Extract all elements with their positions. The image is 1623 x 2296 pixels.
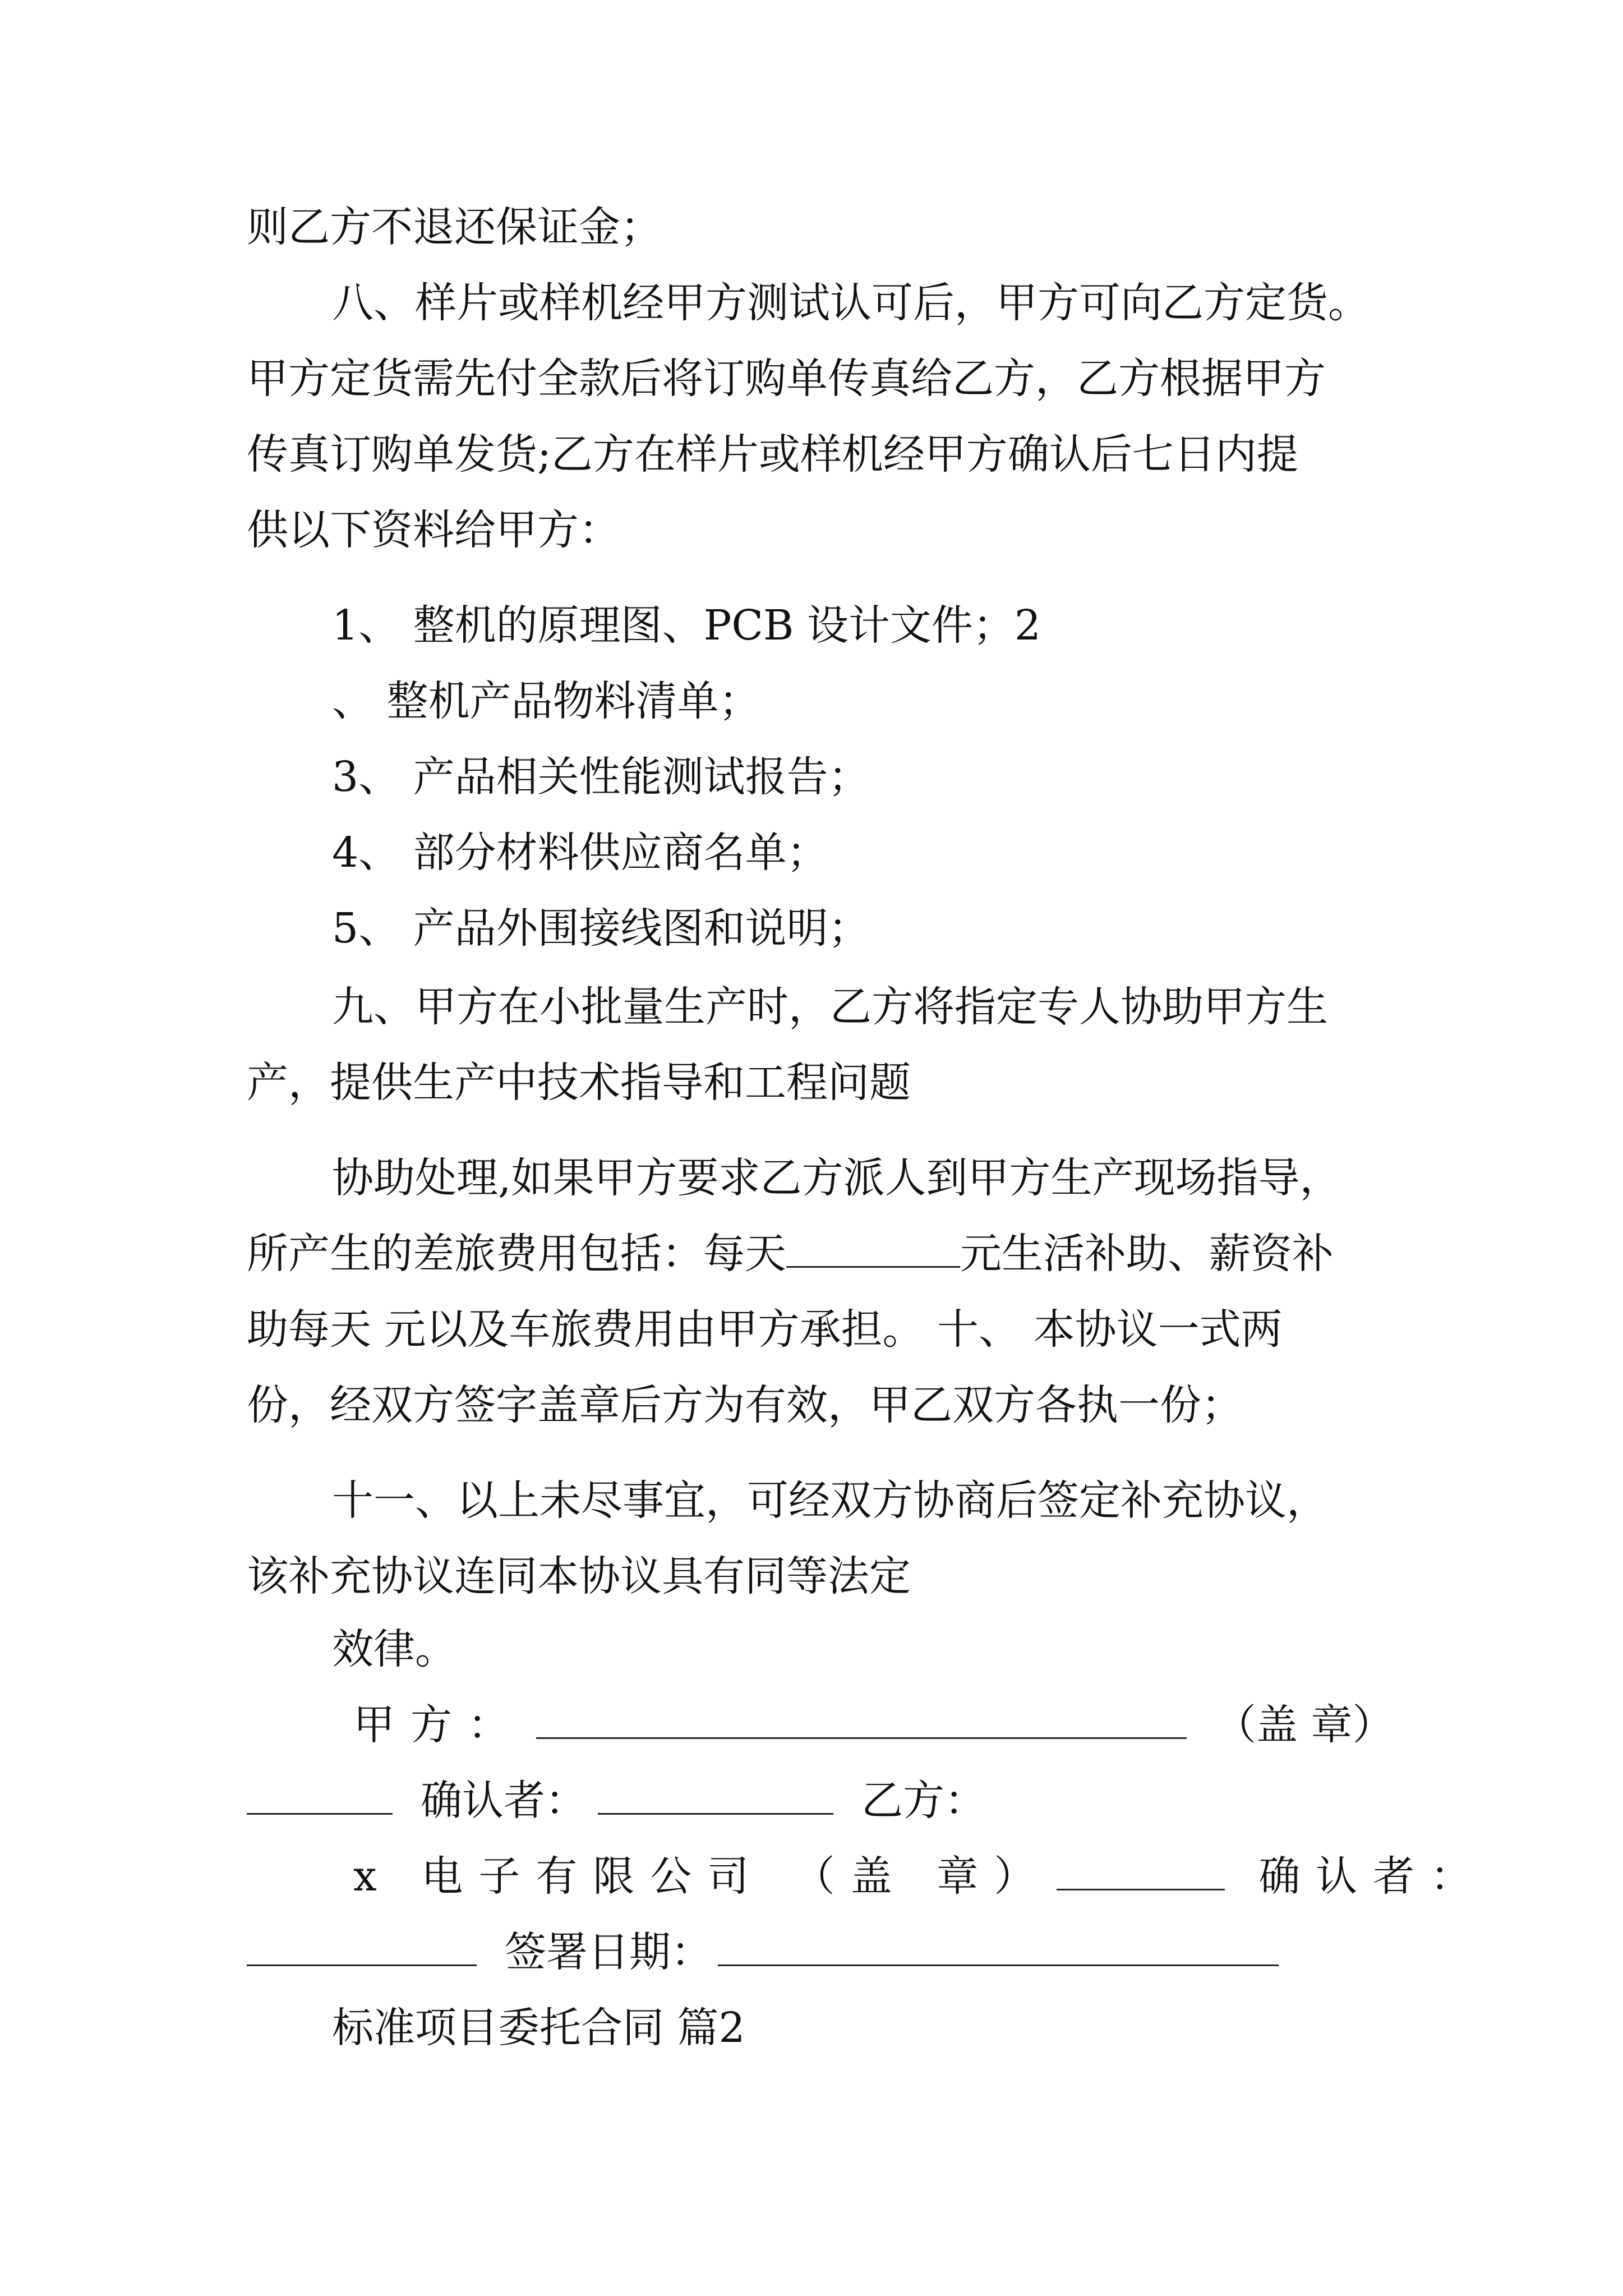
party-a-label: 甲方： (353, 1701, 525, 1749)
text-line-13: 协助处理,如果甲方要求乙方派人到甲方生产现场指导， (332, 1154, 1341, 1202)
signature-row-party-b (353, 1848, 1487, 1904)
text-line-1: 则乙方不退还保证金； (247, 203, 662, 251)
list-item-4: 4、 部分材料供应商名单； (332, 829, 828, 877)
text-line-3: 甲方定货需先付全款后将订购单传真给乙方，乙方根据甲方 (247, 355, 1326, 403)
confirmer-a-prefix-field[interactable] (247, 1774, 393, 1815)
confirmer-b-signature-field[interactable] (247, 1925, 477, 1966)
party-b-label: 乙方： (861, 1777, 986, 1825)
text-line-19: 效律。 (332, 1625, 457, 1673)
confirmer-a-signature-field[interactable] (598, 1774, 833, 1815)
text-line-2: 八、样片或样机经甲方测试认可后，甲方可向乙方定货。 (332, 279, 1370, 327)
party-b-seal-field[interactable] (1057, 1849, 1225, 1890)
list-item-2: 、 整机产品物料清单； (332, 677, 760, 725)
list-item-1: 1、 整机的原理图、PCB 设计文件；2 (332, 601, 1041, 650)
party-a-signature-field[interactable] (536, 1698, 1187, 1739)
party-b-company: x 电子有限公司 （盖 章） (353, 1852, 1052, 1901)
signature-row-party-a (353, 1697, 1394, 1753)
party-a-seal-label: （盖 章） (1215, 1701, 1394, 1749)
text-line-14-part-b: 元生活补助、薪资补 (960, 1230, 1334, 1278)
confirmer-b-label: 确认者： (1258, 1852, 1488, 1901)
text-line-12: 产，提供生产中技术指导和工程问题 (247, 1059, 911, 1107)
text-line-14-part-a: 所产生的差旅费用包括：每天 (247, 1230, 786, 1278)
sign-date-field[interactable] (718, 1925, 1279, 1966)
signature-row-confirmer-a (247, 1773, 986, 1829)
text-line-14 (247, 1226, 1334, 1282)
sign-date-label: 签署日期： (505, 1928, 712, 1976)
next-section-title: 标准项目委托合同 篇2 (332, 2004, 745, 2052)
list-item-5: 5、 产品外围接线图和说明； (332, 904, 870, 953)
text-line-17: 十一、以上未尽事宜，可经双方协商后签定补充协议， (332, 1476, 1328, 1525)
text-line-5: 供以下资料给甲方： (247, 506, 620, 554)
text-line-4: 传真订购单发货;乙方在样片或样机经甲方确认后七日内提 (247, 430, 1298, 478)
list-item-3: 3、 产品相关性能测试报告； (332, 753, 870, 801)
text-line-11: 九、甲方在小批量生产时，乙方将指定专人协助甲方生 (332, 983, 1328, 1031)
text-line-15: 助每天 元以及车旅费用由甲方承担。 十、 本协议一式两 (247, 1305, 1283, 1354)
text-line-18: 该补充协议连同本协议具有同等法定 (247, 1552, 911, 1600)
blank-allowance-field[interactable] (786, 1227, 960, 1268)
signature-row-date (247, 1924, 1279, 1980)
confirmer-a-label: 确认者： (421, 1777, 587, 1825)
text-line-16: 份，经双方签字盖章后方为有效，甲乙双方各执一份； (247, 1381, 1243, 1429)
